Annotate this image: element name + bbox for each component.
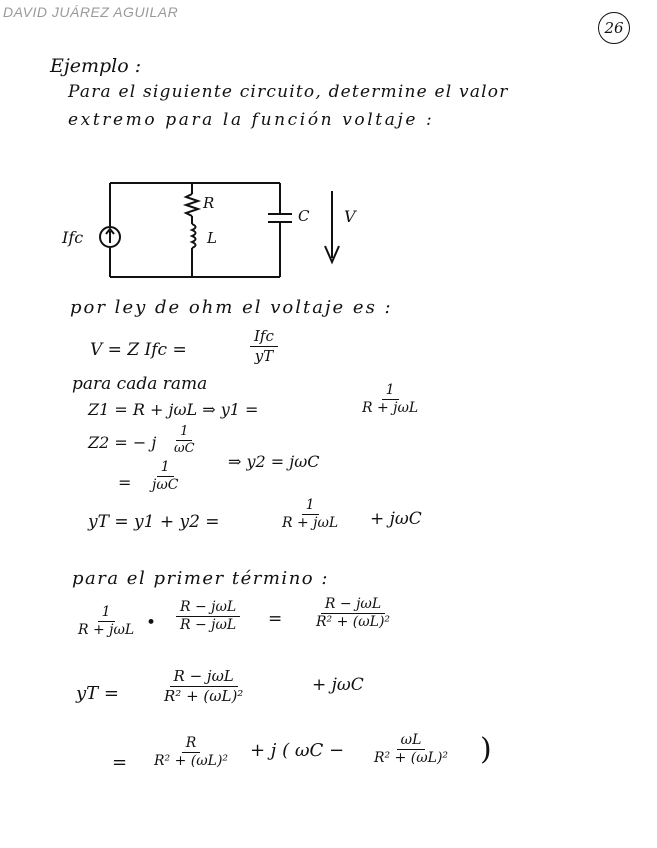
y1-num: 1 (382, 383, 399, 400)
ft-f3-num: R − jωL (321, 597, 385, 614)
ft-f1-den: R + jωL (78, 622, 135, 639)
result-frac-1 (160, 668, 247, 704)
res-h-num: ωL (397, 733, 426, 750)
result2-eq: = (112, 752, 128, 773)
inductor-label: L (207, 229, 217, 247)
z2b-num: 1 (157, 460, 174, 477)
intro-line-2: extremo para la función voltaje : (68, 110, 435, 130)
result-rhs: + jωC (312, 675, 364, 695)
y1-den: R + jωL (362, 400, 419, 417)
res-g-num: R (182, 736, 201, 753)
result-frac-3 (370, 733, 452, 767)
z1-line: Z1 = R + jωL ⇒ y1 = (88, 400, 259, 419)
z2-fraction (170, 425, 199, 457)
intro-line-1: Para el siguiente circuito, determine el valor (68, 82, 509, 102)
ft-f3-den: R² + (ωL)² (316, 614, 391, 631)
voltage-label: V (344, 207, 356, 226)
res-f-num: R − jωL (170, 668, 238, 687)
ohm-frac-num: Ifc (250, 328, 278, 347)
capacitor-label: C (298, 207, 310, 225)
page-number: 26 (598, 12, 630, 44)
first-term-frac-1 (74, 605, 138, 639)
result2-mid: + j ( ωC − (250, 740, 345, 761)
ft-f2-num: R − jωL (176, 600, 240, 617)
resistor-icon (186, 194, 198, 216)
total-den: R + jωL (282, 515, 339, 532)
z2b-eq: = (118, 473, 132, 492)
y1-fraction (358, 383, 422, 417)
ohm-fraction (250, 328, 278, 364)
total-fraction (278, 498, 342, 532)
ft-f1-num: 1 (98, 605, 115, 622)
ohm-text: por ley de ohm el voltaje es : (70, 297, 393, 318)
z2b-fraction (148, 460, 182, 494)
res-h-den: R² + (ωL)² (374, 750, 449, 767)
first-term-text: para el primer término : (72, 568, 329, 589)
inductor-icon (192, 224, 196, 248)
ft-f2-den: R − jωL (180, 617, 237, 634)
example-heading: Ejemplo : (50, 55, 142, 77)
ft-eq: = (268, 609, 283, 629)
total-rhs: + jωC (370, 509, 422, 529)
res-g-den: R² + (ωL)² (154, 753, 229, 770)
first-term-frac-2 (176, 600, 240, 634)
ft-dot: • (146, 613, 157, 633)
z2b-den: jωC (152, 477, 179, 494)
res-f-den: R² + (ωL)² (164, 686, 244, 705)
z2-num: 1 (176, 425, 192, 441)
first-term-frac-3 (312, 597, 394, 631)
result2-close: ) (480, 732, 492, 767)
total-num: 1 (302, 498, 319, 515)
y2-line: ⇒ y2 = jωC (228, 452, 320, 471)
branches-text: para cada rama (72, 374, 208, 394)
ohm-lhs: V = Z Ifc = (90, 340, 187, 360)
author-header: DAVID JUÁREZ AGUILAR (3, 4, 179, 20)
ohm-frac-den: yT (254, 346, 274, 365)
result-lhs: yT = (76, 683, 119, 704)
total-lhs: yT = y1 + y2 = (88, 512, 220, 532)
resistor-label: R (203, 194, 215, 212)
result-frac-2 (150, 736, 232, 770)
source-label: Ifc (62, 228, 84, 247)
z2-den: ωC (174, 441, 195, 457)
z2-lhs: Z2 = − j (88, 433, 157, 452)
